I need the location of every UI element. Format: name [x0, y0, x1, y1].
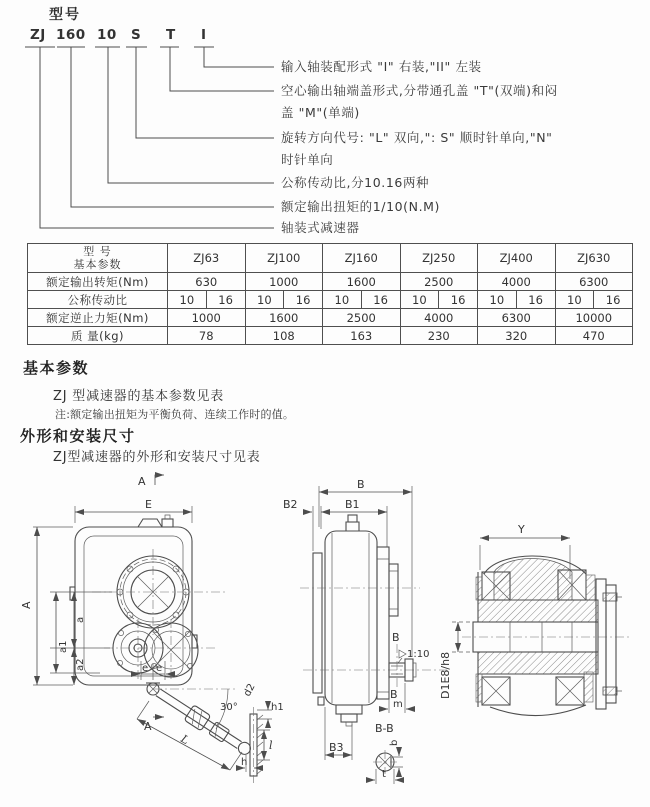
table-cell: 470	[555, 327, 633, 345]
dim-label-Y: Y	[518, 523, 525, 536]
table-cell: 16	[361, 291, 400, 309]
table-row-ratio	[28, 291, 633, 309]
dim-label-angle: 30°	[220, 702, 238, 713]
dim-label-m: m	[393, 699, 403, 710]
table-corner-cell	[28, 244, 168, 273]
dim-label-taper: 1:10	[407, 649, 430, 660]
table-cell: 10	[478, 291, 517, 309]
dim-label-e-left: e	[142, 663, 149, 674]
callout-line: 轴装式减速器	[281, 220, 360, 235]
row-label: 公称传动比	[28, 291, 168, 309]
model-code-part: ZJ	[30, 27, 46, 43]
dim-label-section-b-top: B	[392, 631, 400, 644]
table-cell: 10	[168, 291, 207, 309]
table-cell: 108	[245, 327, 323, 345]
table-cell: 16	[439, 291, 478, 309]
corner-label-model: 型 号	[83, 245, 112, 258]
table-cell: 1600	[323, 273, 401, 291]
dim-label-section-a-bottom: A	[144, 720, 152, 733]
table-cell: 78	[168, 327, 246, 345]
table-cell: 6300	[555, 273, 633, 291]
model-code-part: 10	[97, 27, 117, 43]
table-row-torque	[28, 273, 633, 291]
model-column-header: ZJ400	[478, 244, 556, 273]
model-column-header: ZJ100	[245, 244, 323, 273]
text-basic-params: ZJ 型减速器的基本参数见表	[53, 389, 225, 404]
table-cell: 10	[555, 291, 594, 309]
table-cell: 10	[400, 291, 439, 309]
table-cell: 320	[478, 327, 556, 345]
row-label: 额定逆止力矩(Nm)	[28, 309, 168, 327]
table-row-mass	[28, 327, 633, 345]
model-code-part: S	[131, 27, 142, 43]
dim-label-B1: B1	[345, 498, 360, 511]
callout-input-shaft	[281, 56, 482, 78]
heading-dimensions: 外形和安装尺寸	[20, 427, 136, 445]
table-cell: 16	[206, 291, 245, 309]
table-cell: 10000	[555, 309, 633, 327]
dim-label-a2: a2	[75, 658, 86, 671]
table-cell: 2500	[400, 273, 478, 291]
model-code-part: T	[166, 27, 176, 43]
dim-label-E: E	[145, 498, 152, 511]
dim-label-section-b-bottom: B	[390, 688, 398, 701]
model-column-header: ZJ630	[555, 244, 633, 273]
front-view-drawing	[20, 475, 284, 783]
table-cell: 10	[245, 291, 284, 309]
dim-label-B: B	[357, 478, 365, 491]
dim-label-t: t	[382, 769, 386, 780]
table-cell: 16	[284, 291, 323, 309]
row-label: 额定输出转矩(Nm)	[28, 273, 168, 291]
callout-line: 盖 "M"(单端)	[281, 105, 360, 120]
row-label: 质 量(kg)	[28, 327, 168, 345]
section-view-drawing	[439, 523, 632, 716]
dim-label-h: h	[241, 757, 248, 768]
table-cell: 230	[400, 327, 478, 345]
table-cell: 163	[323, 327, 401, 345]
model-column-header: ZJ63	[168, 244, 246, 273]
dim-label-b: b	[389, 739, 400, 746]
model-column-header: ZJ160	[323, 244, 401, 273]
side-view-drawing	[283, 478, 447, 784]
callout-ratio	[281, 172, 429, 194]
model-code-part: 160	[56, 27, 86, 43]
dim-label-L: L	[178, 732, 192, 748]
table-cell: 1000	[245, 273, 323, 291]
model-code-part: I	[201, 27, 207, 43]
dim-label-A: A	[20, 601, 33, 609]
table-header-row	[28, 244, 633, 273]
page-title: 型号	[49, 7, 81, 23]
table-cell: 6300	[478, 309, 556, 327]
callout-line: 输入轴装配形式 "I" 右装,"II" 左装	[281, 59, 482, 74]
dim-label-B3: B3	[329, 741, 344, 754]
dim-label-e-right: e	[156, 663, 163, 674]
table-cell: 16	[594, 291, 633, 309]
dim-label-d2: d2	[241, 682, 258, 699]
callout-rotation-code	[281, 127, 553, 171]
model-column-header: ZJ250	[400, 244, 478, 273]
section-name-label: B-B	[375, 722, 394, 735]
table-row-backstop	[28, 309, 633, 327]
table-cell: 4000	[400, 309, 478, 327]
dim-label-l: l	[269, 739, 273, 752]
callout-line: 旋转方向代号: "L" 双向,": S" 顺时针单向,"N"	[281, 130, 553, 145]
dim-label-a: a	[75, 616, 86, 623]
table-cell: 1000	[168, 309, 246, 327]
table-cell: 16	[516, 291, 555, 309]
callout-end-cover	[281, 80, 558, 124]
table-cell: 1600	[245, 309, 323, 327]
dim-label-a1: a1	[58, 640, 69, 653]
table-cell: 630	[168, 273, 246, 291]
callout-shaft-mounted	[281, 217, 360, 239]
parameters-table	[27, 243, 633, 345]
callout-line: 空心输出轴端盖形式,分带通孔盖 "T"(双端)和闷	[281, 83, 558, 98]
table-cell: 10	[323, 291, 362, 309]
dim-label-bore-fit: D1E8/h8	[439, 651, 452, 699]
callout-line: 时针单向	[281, 152, 334, 167]
corner-label-params: 基本参数	[73, 258, 122, 271]
dim-label-h1: h1	[271, 702, 284, 713]
callout-line: 额定输出扭矩的1/10(N.M)	[281, 199, 441, 214]
callout-torque	[281, 196, 440, 218]
callout-line: 公称传动比,分10.16两种	[281, 175, 430, 190]
dimension-drawings	[0, 467, 650, 807]
model-designation-section	[0, 0, 650, 243]
heading-basic-params: 基本参数	[23, 359, 90, 377]
text-dimensions: ZJ型减速器的外形和安装尺寸见表	[53, 450, 261, 465]
table-cell: 2500	[323, 309, 401, 327]
table-cell: 4000	[478, 273, 556, 291]
dim-label-B2: B2	[283, 498, 298, 511]
note-basic-params: 注:额定输出扭矩为平衡负荷、连续工作时的值。	[55, 408, 295, 421]
dim-label-section-a-top: A	[138, 475, 146, 488]
